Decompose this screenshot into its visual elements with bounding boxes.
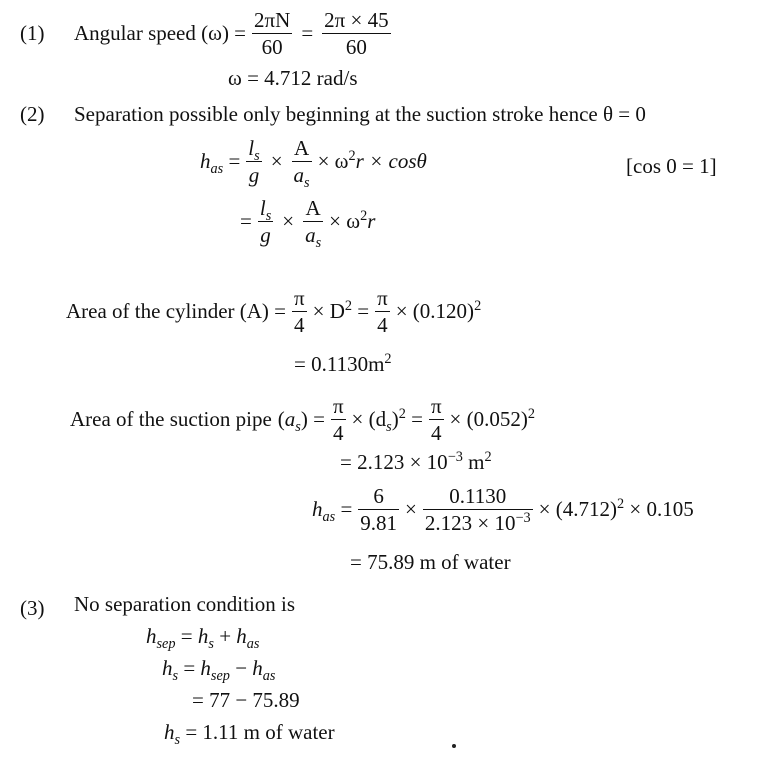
ls-over-g: $\frac{l_s}{g}$ <box>248 136 260 188</box>
hs-equation: $h_s = h_{sep} - h_{as}$ <box>162 656 276 684</box>
fraction-2pi45-over-60: $\frac{2\pi \times 45}{60}$ <box>324 8 389 60</box>
step2-number: (2) <box>20 102 45 126</box>
step1-number: (1) <box>20 21 45 45</box>
area-suction-result: = $2.123 \times 10^{-3}$ $m^2$ <box>340 449 492 474</box>
has-numeric-equation: $h_{as}$ = $\frac{6}{9.81}$ × $\frac{0.1130}{2.123 \times 10^{-3}}$ × $(4.712)^2 \times 0.105$ <box>312 484 694 536</box>
area-cylinder-equation: Area of the cylinder (A) = $\frac{\pi}{4}$ × $D^2$ = $\frac{\pi}{4}$ × $(0.120)^2$ <box>66 286 482 338</box>
cos-note: [cos 0 = 1] <box>626 154 717 178</box>
step3-statement: No separation condition is <box>74 592 296 616</box>
A-over-as: $\frac{A}{a_s}$ <box>293 136 310 192</box>
hs-substitution: = 77 − 75.89 <box>192 688 300 712</box>
has-formula: $h_{as}$ = $\frac{l_s}{g}$ × $\frac{A}{a_s}$ × $\omega^2r \times \cos\theta$ <box>200 136 427 192</box>
has-formula-simplified: = $\frac{l_s}{g}$ × $\frac{A}{a_s}$ × $\omega^2r$ <box>240 196 376 252</box>
fraction-2piN-over-60: $\frac{2\pi N}{60}$ <box>254 8 291 60</box>
scan-speck <box>452 744 456 748</box>
step2-statement: Separation possible only beginning at the suction stroke hence θ = 0 <box>74 102 646 126</box>
hsep-equation: $h_{sep} = h_s + h_{as}$ <box>146 624 260 652</box>
area-suction-label: Area of the suction pipe <box>70 407 272 432</box>
omega-result: ω = 4.712 rad/s <box>228 66 358 90</box>
hs-result: $h_s = 1.11$ m of water <box>164 720 335 748</box>
area-cylinder-result: = $0.1130m^2$ <box>294 351 392 376</box>
area-suction-equation: Area of the suction pipe $(a_s)$ = $\frac{\pi}{4}$ × $(d_s)^2$ = $\frac{\pi}{4}$ × $(0.052)^2$ <box>70 394 536 446</box>
has-result: = 75.89 m of water <box>350 550 511 574</box>
area-cylinder-label: Area of the cylinder (A) = <box>66 299 286 324</box>
angular-speed-label: Angular speed (ω) = <box>74 21 247 46</box>
step3-number: (3) <box>20 596 45 620</box>
angular-speed-equation: Angular speed (ω) = $\frac{2\pi N}{60}$ = $\frac{2\pi \times 45}{60}$ <box>74 8 389 60</box>
